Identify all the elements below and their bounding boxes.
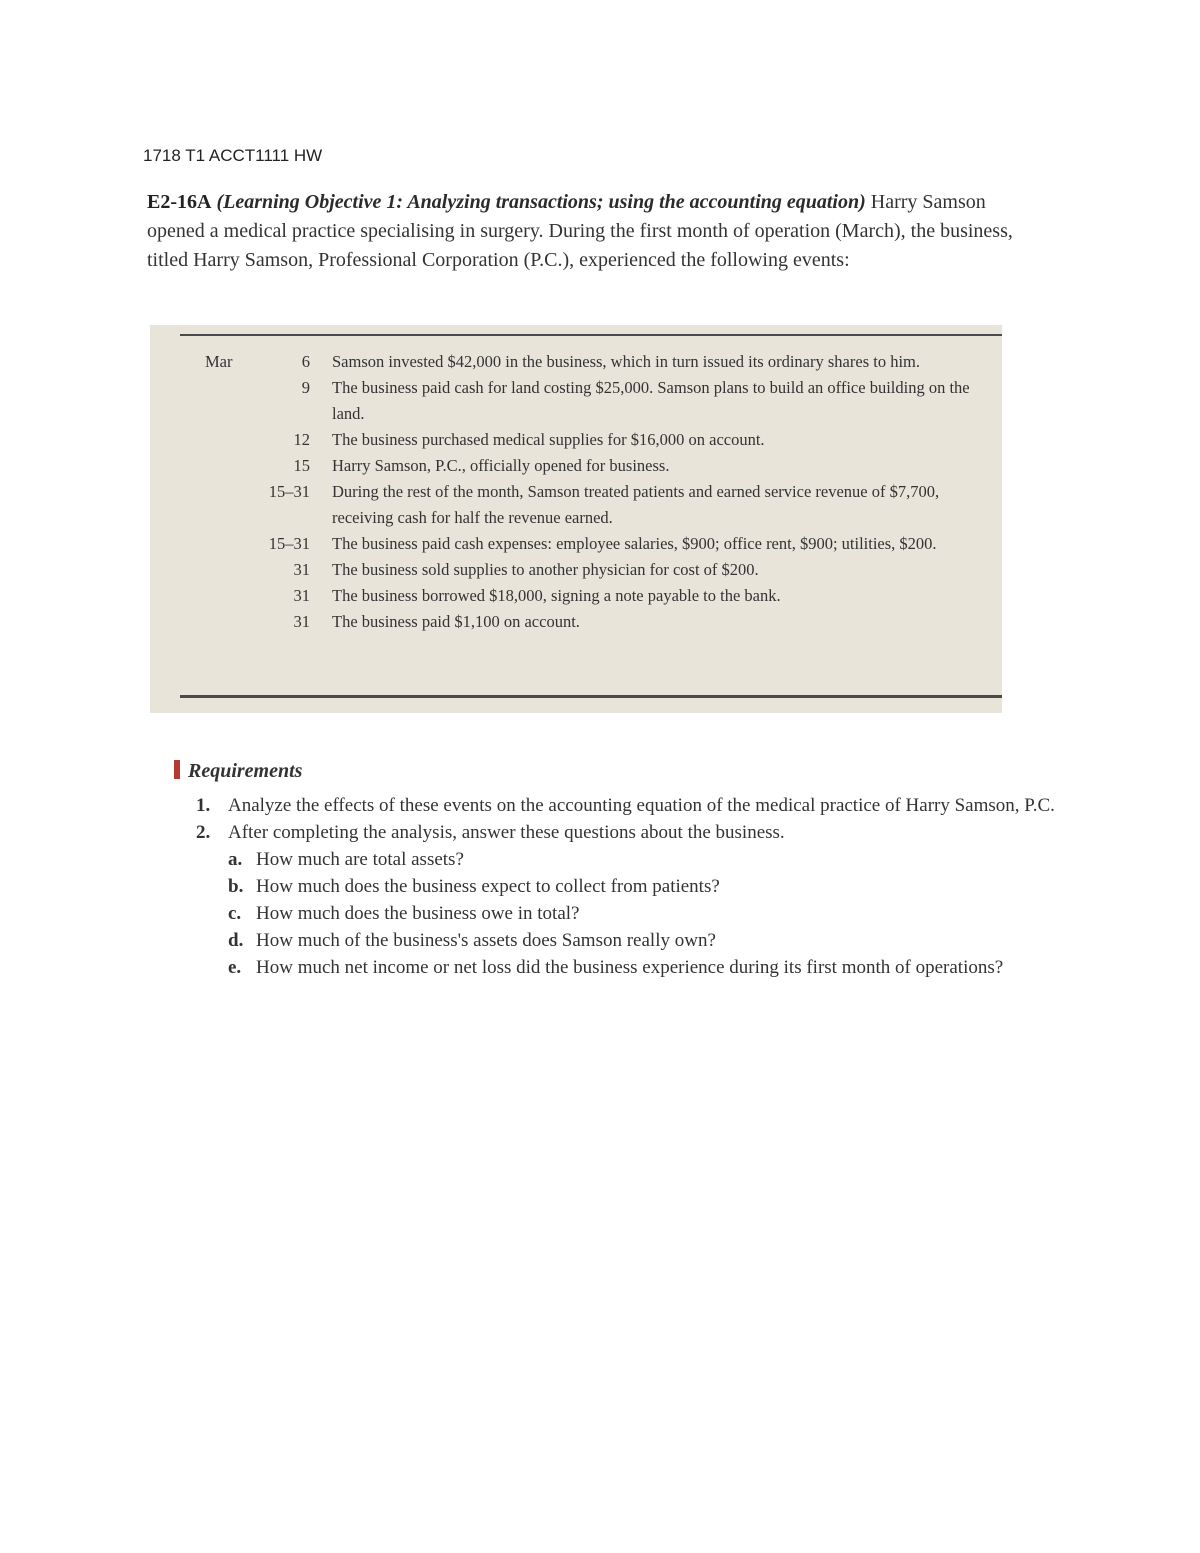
problem-text: Harry Samson opened a medical practice specialising in surgery. During the first month of operation (March), the business, titled Harry Samson, Professional Corporation (P.C.), experienced the following events: xyxy=(147,191,1013,271)
event-description: The business paid $1,100 on account. xyxy=(332,612,580,631)
question-letter: a. xyxy=(228,849,243,870)
document-header: 1718 T1 ACCT1111 HW xyxy=(143,146,323,165)
requirement-number: 1. xyxy=(196,795,211,816)
event-day: 31 xyxy=(293,612,310,631)
event-row xyxy=(205,453,985,479)
event-row xyxy=(205,583,985,609)
requirements-heading xyxy=(174,760,302,783)
problem-code: E2-16A xyxy=(147,191,212,213)
requirement-text: After completing the analysis, answer these questions about the business. xyxy=(228,822,785,843)
event-day: 15–31 xyxy=(268,482,310,501)
event-row xyxy=(205,479,985,531)
requirement-number: 2. xyxy=(196,822,211,843)
question-text: How much are total assets? xyxy=(256,849,464,870)
question-text: How much does the business expect to collect from patients? xyxy=(256,876,720,897)
question-letter: d. xyxy=(228,930,244,951)
problem-intro xyxy=(147,188,1047,275)
event-day: 31 xyxy=(293,586,310,605)
event-row xyxy=(205,557,985,583)
question-item xyxy=(228,873,1056,900)
event-description: The business borrowed $18,000, signing a note payable to the bank. xyxy=(332,586,781,605)
bottom-rule xyxy=(180,695,1002,698)
requirements-title: Requirements xyxy=(188,760,303,782)
event-month xyxy=(205,427,265,453)
event-month xyxy=(205,375,265,427)
question-item xyxy=(228,846,1056,873)
event-description: The business sold supplies to another physician for cost of $200. xyxy=(332,560,759,579)
learning-objective: (Learning Objective 1: Analyzing transactions; using the accounting equation) xyxy=(216,191,866,213)
requirement-item xyxy=(196,792,1056,819)
event-row xyxy=(205,531,985,557)
event-row xyxy=(205,375,985,427)
event-description: The business purchased medical supplies for $16,000 on account. xyxy=(332,430,765,449)
event-day: 6 xyxy=(301,352,310,371)
top-rule xyxy=(180,334,1002,336)
question-letter: b. xyxy=(228,876,244,897)
event-day: 9 xyxy=(301,378,310,397)
requirement-item xyxy=(196,819,1056,846)
event-row xyxy=(205,349,985,375)
events-list xyxy=(205,349,985,635)
question-text: How much does the business owe in total? xyxy=(256,903,580,924)
events-panel xyxy=(150,325,1002,713)
event-month xyxy=(205,609,265,635)
event-month: Mar xyxy=(205,352,233,371)
event-description: Harry Samson, P.C., officially opened for business. xyxy=(332,456,670,475)
event-month xyxy=(205,583,265,609)
event-description: The business paid cash expenses: employee salaries, $900; office rent, $900; utilities, $200. xyxy=(332,534,937,553)
event-month xyxy=(205,479,265,531)
event-row xyxy=(205,427,985,453)
accent-bar xyxy=(174,760,180,779)
event-day: 15–31 xyxy=(268,534,310,553)
question-letter: e. xyxy=(228,957,242,978)
event-day: 31 xyxy=(293,560,310,579)
requirement-text: Analyze the effects of these events on the accounting equation of the medical practice of Harry Samson, P.C. xyxy=(228,795,1055,816)
requirements-list xyxy=(196,792,1056,981)
question-list xyxy=(228,846,1056,981)
event-day: 15 xyxy=(293,456,310,475)
event-description: The business paid cash for land costing $25,000. Samson plans to build an office building on the land. xyxy=(332,378,970,423)
question-item xyxy=(228,900,1056,927)
event-day: 12 xyxy=(293,430,310,449)
event-description: Samson invested $42,000 in the business, which in turn issued its ordinary shares to him. xyxy=(332,352,920,371)
question-letter: c. xyxy=(228,903,242,924)
event-month xyxy=(205,557,265,583)
question-text: How much net income or net loss did the business experience during its first month of operations? xyxy=(256,957,1004,978)
event-month xyxy=(205,453,265,479)
event-month xyxy=(205,531,265,557)
question-item xyxy=(228,927,1056,954)
event-row xyxy=(205,609,985,635)
question-text: How much of the business's assets does Samson really own? xyxy=(256,930,716,951)
question-item xyxy=(228,954,1056,981)
event-description: During the rest of the month, Samson treated patients and earned service revenue of $7,700, receiving cash for half the revenue earned. xyxy=(332,482,940,527)
